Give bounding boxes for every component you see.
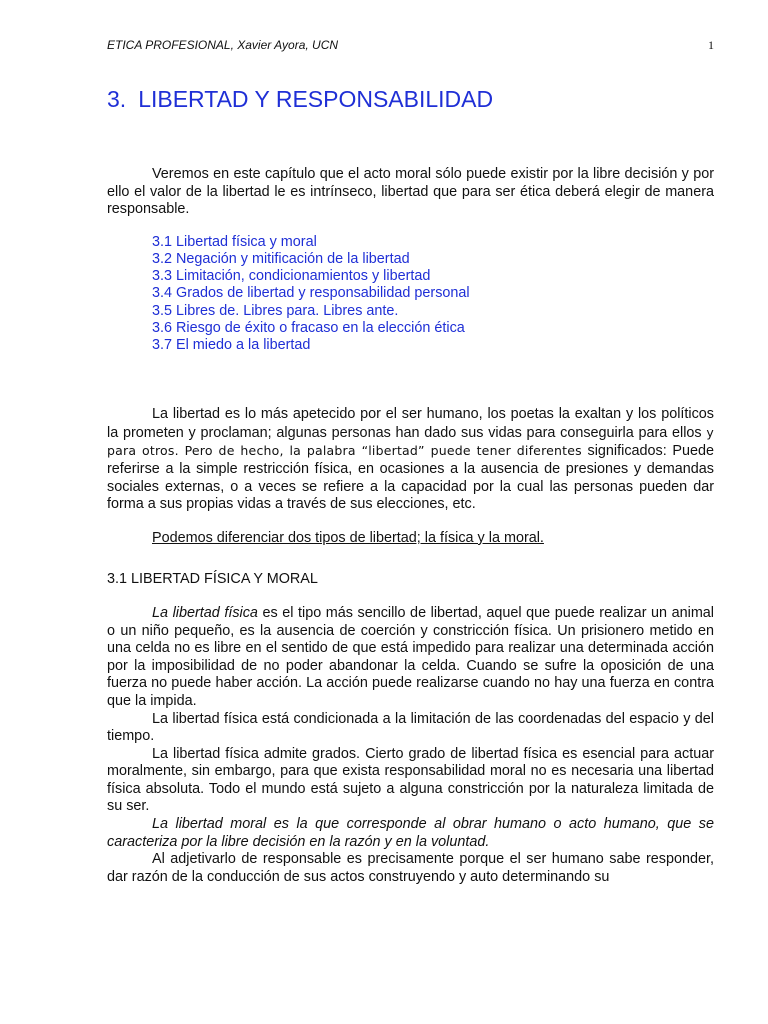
page-number: 1 — [708, 38, 714, 52]
running-header — [107, 38, 714, 52]
section-heading: 3.1 LIBERTAD FÍSICA Y MORAL — [107, 571, 318, 588]
running-title: ETICA PROFESIONAL, Xavier Ayora, UCN — [107, 38, 339, 52]
moral-freedom-definition: La libertad moral es la que corresponde al obrar humano o acto humano, que se caracteriza por la libre decisión en la razón y en la voluntad. — [107, 816, 714, 850]
chapter-number: 3. — [107, 86, 127, 112]
chapter-title-text: LIBERTAD Y RESPONSABILIDAD — [138, 86, 494, 112]
responsible-paragraph: Al adjetivarlo de responsable es precisamente porque el ser humano sabe responder, dar razón de la conducción de sus actos construyendo y auto determinando su — [107, 851, 714, 885]
types-statement-text: Podemos diferenciar dos tipos de libertad; la física y la moral. — [152, 529, 544, 546]
types-statement — [107, 530, 714, 548]
intro-paragraph: Veremos en este capítulo que el acto moral sólo puede existir por la libre decisión y por ello el valor de la libertad le es intrínseco, libertad que para ser ética deberá elegir de manera responsable. — [107, 166, 714, 218]
document-body — [107, 166, 714, 886]
physical-freedom-text: es el tipo más sencillo de libertad, aquel que puede realizar un animal o un niño pequeño, es la ausencia de coerción y constricción física. Un prisionero metido en una celda no es libre en el sentido de que está impedido para realizar una determinada acción por la imposibilidad de no poder abandonar la celda. Cuando se sufre la oposición de una fuerza no puede haber acción. La acción puede realizarse cuando no hay una fuerza en contra que la impida. — [107, 604, 715, 709]
libertad-paragraph — [107, 406, 714, 514]
physical-freedom-paragraph — [107, 605, 714, 711]
toc-item[interactable]: 3.6 Riesgo de éxito o fracaso en la elección ética — [152, 319, 465, 336]
toc-item[interactable]: 3.5 Libres de. Libres para. Libres ante. — [152, 302, 399, 319]
libertad-paragraph-part2: y para otros. Pero de hecho, la palabra “libertad” puede tener diferentes — [107, 424, 714, 459]
toc-item[interactable]: 3.4 Grados de libertad y responsabilidad personal — [152, 285, 470, 302]
libertad-paragraph-part3: significados: Puede referirse a la simple restricción física, en ocasiones a la ausencia de presiones y demandas sociales externas, o a veces se refiere a la capacidad por la cual las personas pueden dar forma a sus propias vidas a través de sus elecciones, etc. — [107, 443, 714, 513]
toc-item[interactable]: 3.7 El miedo a la libertad — [152, 337, 311, 353]
physical-freedom-degrees-paragraph: La libertad física admite grados. Cierto grado de libertad física es esencial para actuar moralmente, sin embargo, para que exista responsabilidad moral no es necesaria una libertad física absoluta. Todo el mundo está sujeto a alguna constricción por la naturaleza limitada de su ser. — [107, 745, 714, 815]
libertad-paragraph-part1: La libertad es lo más apetecido por el ser humano, los poetas la exaltan y los políticos la prometen y proclaman; algunas personas han dado sus vidas para conseguirla para ellos — [107, 406, 714, 441]
physical-freedom-term: La libertad física — [152, 604, 258, 621]
toc-item[interactable]: 3.1 Libertad física y moral — [152, 233, 317, 250]
toc-item[interactable]: 3.3 Limitación, condicionamientos y libertad — [152, 268, 431, 285]
toc-item[interactable]: 3.2 Negación y mitificación de la libertad — [152, 250, 410, 267]
table-of-contents — [152, 234, 714, 354]
chapter-title — [107, 86, 493, 113]
physical-freedom-conditions-paragraph: La libertad física está condicionada a la limitación de las coordenadas del espacio y del tiempo. — [107, 710, 714, 745]
